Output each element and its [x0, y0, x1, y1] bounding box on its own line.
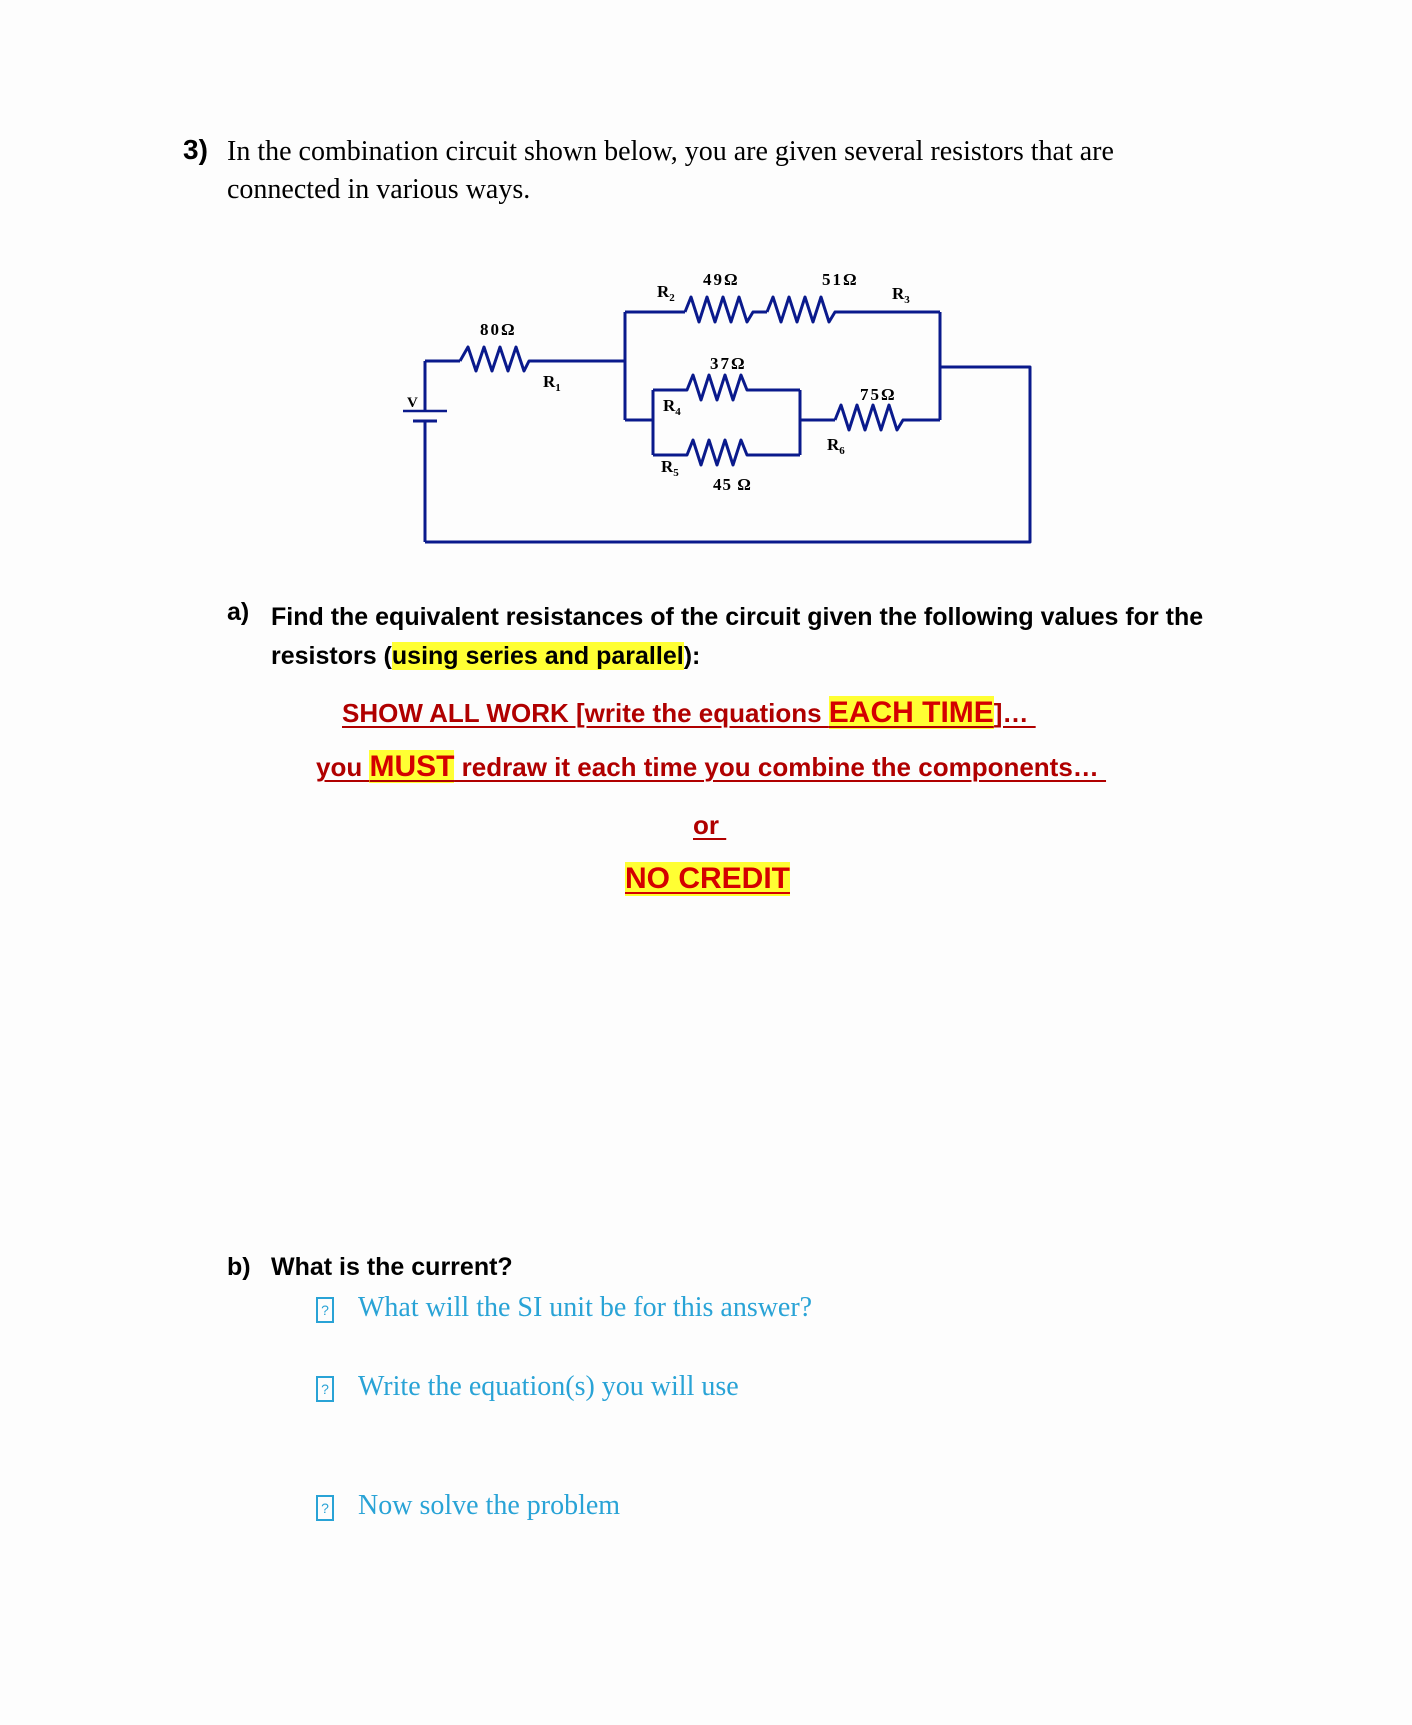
- r6-value: 75Ω: [860, 385, 897, 404]
- r3-subscript: 3: [904, 294, 910, 306]
- circuit-diagram: [395, 265, 1055, 555]
- warning-1-pre: SHOW ALL WORK [write the equations: [342, 698, 829, 728]
- question-mark-icon: ?: [316, 1376, 334, 1402]
- r2-label: [657, 282, 675, 304]
- warning-must: MUST: [369, 750, 455, 783]
- r5-subscript: 5: [673, 467, 679, 479]
- warning-redraw: [316, 750, 1106, 784]
- warning-each-time: EACH TIME: [828, 696, 994, 729]
- warning-or: or: [693, 810, 727, 840]
- r6-subscript: 6: [839, 445, 845, 457]
- part-a-pre: resistors (: [271, 642, 392, 670]
- r2-subscript: 2: [669, 292, 675, 304]
- warning-2-pre: you: [316, 752, 370, 782]
- r5-value: 45 Ω: [713, 475, 752, 494]
- resistor-r5: [653, 440, 800, 465]
- r4-letter: R: [663, 396, 676, 415]
- r1-label: [543, 372, 561, 394]
- bullet-solve: [316, 1490, 620, 1522]
- question-number: 3): [183, 134, 208, 165]
- resistor-r3: [767, 297, 940, 322]
- bullet-si-unit: [316, 1292, 812, 1324]
- warning-1-post: ]…: [993, 698, 1036, 728]
- r6-label: [827, 435, 845, 457]
- r2-value: 49Ω: [703, 270, 740, 289]
- part-a-post: ):: [683, 642, 701, 670]
- r4-value: 37Ω: [710, 354, 747, 373]
- bullet-text: Write the equation(s) you will use: [358, 1371, 739, 1402]
- r1-subscript: 1: [555, 382, 561, 394]
- r4-subscript: 4: [675, 406, 681, 418]
- r5-letter: R: [661, 457, 674, 476]
- question-mark-icon: ?: [316, 1297, 334, 1323]
- part-a-line-2: [271, 637, 1251, 676]
- question-text: [227, 133, 1227, 209]
- r6-letter: R: [827, 435, 840, 454]
- r5-label: [661, 457, 679, 479]
- warning-no-credit: NO CREDIT: [625, 862, 790, 895]
- bullet-text: Now solve the problem: [358, 1490, 621, 1521]
- part-a-label: a): [227, 598, 250, 626]
- question-mark-icon: ?: [316, 1495, 334, 1521]
- warning-show-work: [342, 696, 1036, 730]
- r3-value: 51Ω: [822, 270, 859, 289]
- r1-value: 80Ω: [480, 320, 517, 339]
- question-line-2: connected in various ways.: [227, 174, 531, 205]
- part-a-line-1: Find the equivalent resistances of the circuit given the following values for the: [271, 603, 1204, 631]
- r2-letter: R: [657, 282, 670, 301]
- r4-label: [663, 396, 681, 418]
- warning-2-post: redraw it each time you combine the components…: [454, 752, 1107, 782]
- bullet-equations: [316, 1371, 739, 1403]
- r3-label: [892, 284, 910, 306]
- resistor-r6: [835, 405, 940, 430]
- part-b-text: What is the current?: [271, 1253, 513, 1281]
- question-line-1: In the combination circuit shown below, you are given several resistors that are: [227, 136, 1114, 167]
- resistor-r1: [460, 347, 625, 371]
- bullet-text: What will the SI unit be for this answer?: [358, 1292, 813, 1323]
- resistor-r2: [685, 297, 767, 322]
- r1-letter: R: [543, 372, 556, 391]
- part-a-highlight: using series and parallel: [391, 642, 684, 670]
- part-b-label: b): [227, 1253, 251, 1281]
- r3-letter: R: [892, 284, 905, 303]
- part-a-text: [271, 598, 1251, 676]
- voltage-source-label: V: [407, 395, 418, 411]
